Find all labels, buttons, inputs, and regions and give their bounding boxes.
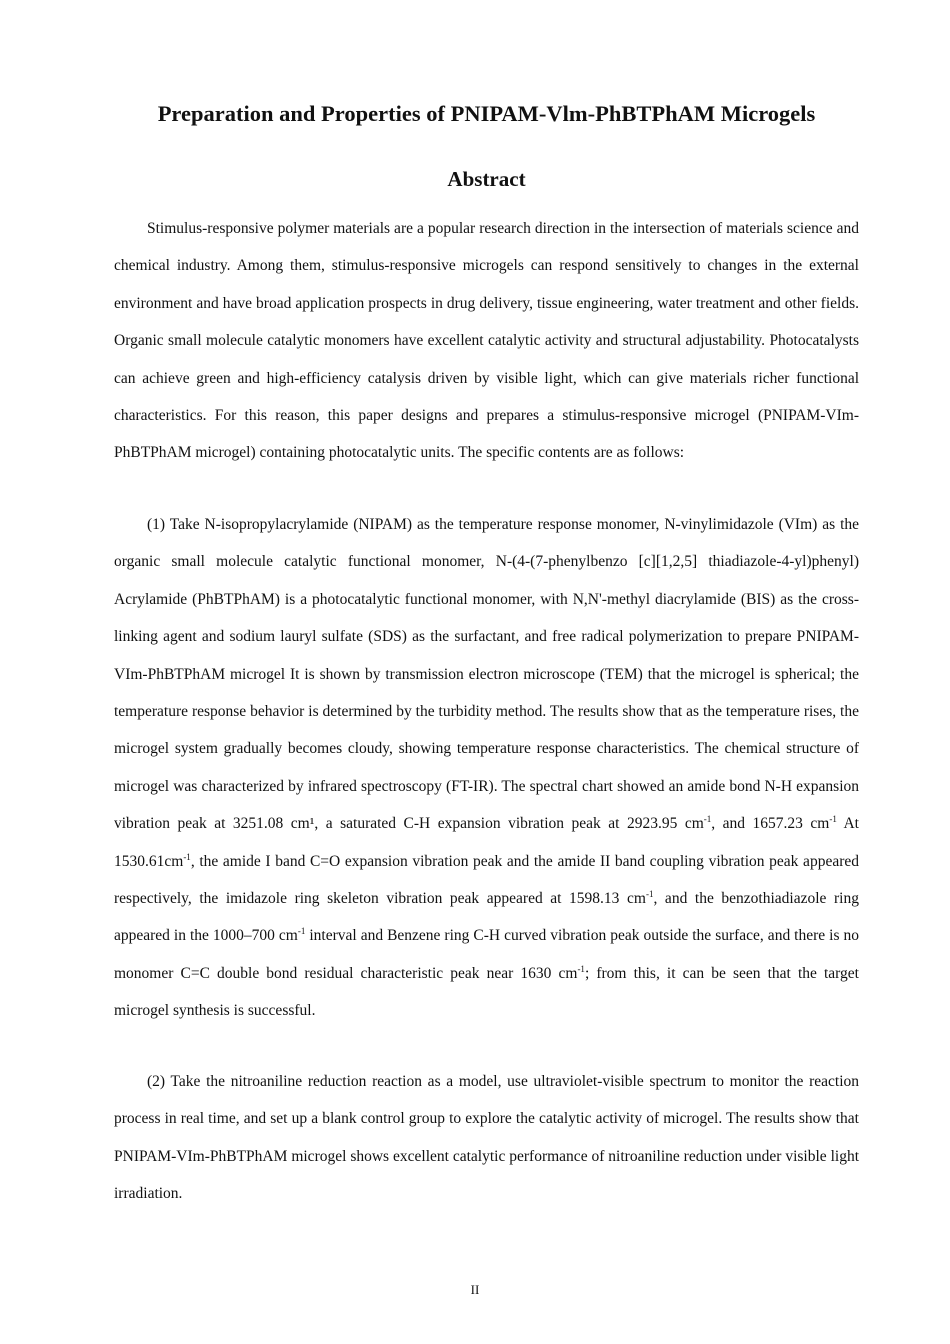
paragraph-text: interval and Benzene ring C-H curved vibration peak outside the surface, and there is no monomer C=C double bond residual characteristic peak near 1630 cm (114, 927, 860, 982)
superscript: -1 (297, 926, 306, 937)
paragraph-text: (1) Take N-isopropylacrylamide (NIPAM) as the temperature response monomer, N-vinylimidazole (VIm) as the organic small molecule catalytic functional monomer, N-(4-(7-phenylbenzo [c][1,2,5] thiadiazole-4-yl)phenyl) Acrylamide (PhBTPhAM) is a photocatalytic functional monomer, with N,N'-methyl diacrylamide (BIS) as the cross-linking agent and sodium lauryl sulfate (SDS) as the surfactant, and free radical polymerization to prepare PNIPAM-VIm-PhBTPhAM microgel It is shown by transmission electron microscope (TEM) that the microgel is spherical; the temperature response behavior is determined by the turbidity method. The results show that as the temperature rises, the microgel system gradually becomes cloudy, showing temperature response characteristics. The chemical structure of microgel was characterized by infrared spectroscopy (FT-IR). The spectral chart showed an amide bond N-H expansion vibration peak at 3251.08 cm¹, a saturated C-H expansion vibration peak at 2923.95 cm (114, 516, 859, 833)
abstract-paragraph-item-1 (114, 506, 859, 1030)
superscript: -1 (577, 963, 585, 974)
superscript: -1 (703, 814, 712, 825)
paragraph-text: ; from this, it can be seen that the target microgel synthesis is successful. (114, 964, 859, 1020)
document-title: Preparation and Properties of PNIPAM-Vlm-PhBTPhAM Microgels (157, 101, 816, 126)
superscript: -1 (183, 851, 191, 862)
abstract-paragraph-item-2: (2) Take the nitroaniline reduction reaction as a model, use ultraviolet-visible spectrum to monitor the reaction process in real time, and set up a blank control group to explore the catalytic activity of microgel. The results show that PNIPAM-VIm-PhBTPhAM microgel shows excellent catalytic performance of nitroaniline reduction under visible light irradiation. (114, 1073, 859, 1203)
superscript: -1 (829, 814, 837, 825)
paragraph-text: , the amide I band C=O expansion vibration peak and the amide II band coupling vibration peak appeared respectively, the imidazole ring skeleton vibration peak appeared at 1598.13 cm (114, 852, 859, 908)
abstract-paragraph-intro: Stimulus-responsive polymer materials are a popular research direction in the intersection of materials science and chemical industry. Among them, stimulus-responsive microgels can respond sensitively to changes in the external environment and have broad application prospects in drug delivery, tissue engineering, water treatment and other fields. Organic small molecule catalytic monomers have excellent catalytic activity and structural adjustability. Photocatalysts can achieve green and high-efficiency catalysis driven by visible light, which can give materials richer functional characteristics. For this reason, this paper designs and prepares a stimulus-responsive microgel (PNIPAM-VIm-PhBTPhAM microgel) containing photocatalytic units. The specific contents are as follows: (114, 220, 859, 462)
superscript: -1 (645, 889, 654, 900)
paragraph-text: , and 1657.23 cm (711, 815, 830, 833)
paragraph-text: , and the benzothiadiazole ring appeared in the 1000–700 cm (114, 890, 859, 945)
abstract-heading: Abstract (447, 167, 526, 191)
page-number: II (470, 1282, 480, 1297)
paragraph-text: At 1530.61cm (114, 815, 859, 870)
